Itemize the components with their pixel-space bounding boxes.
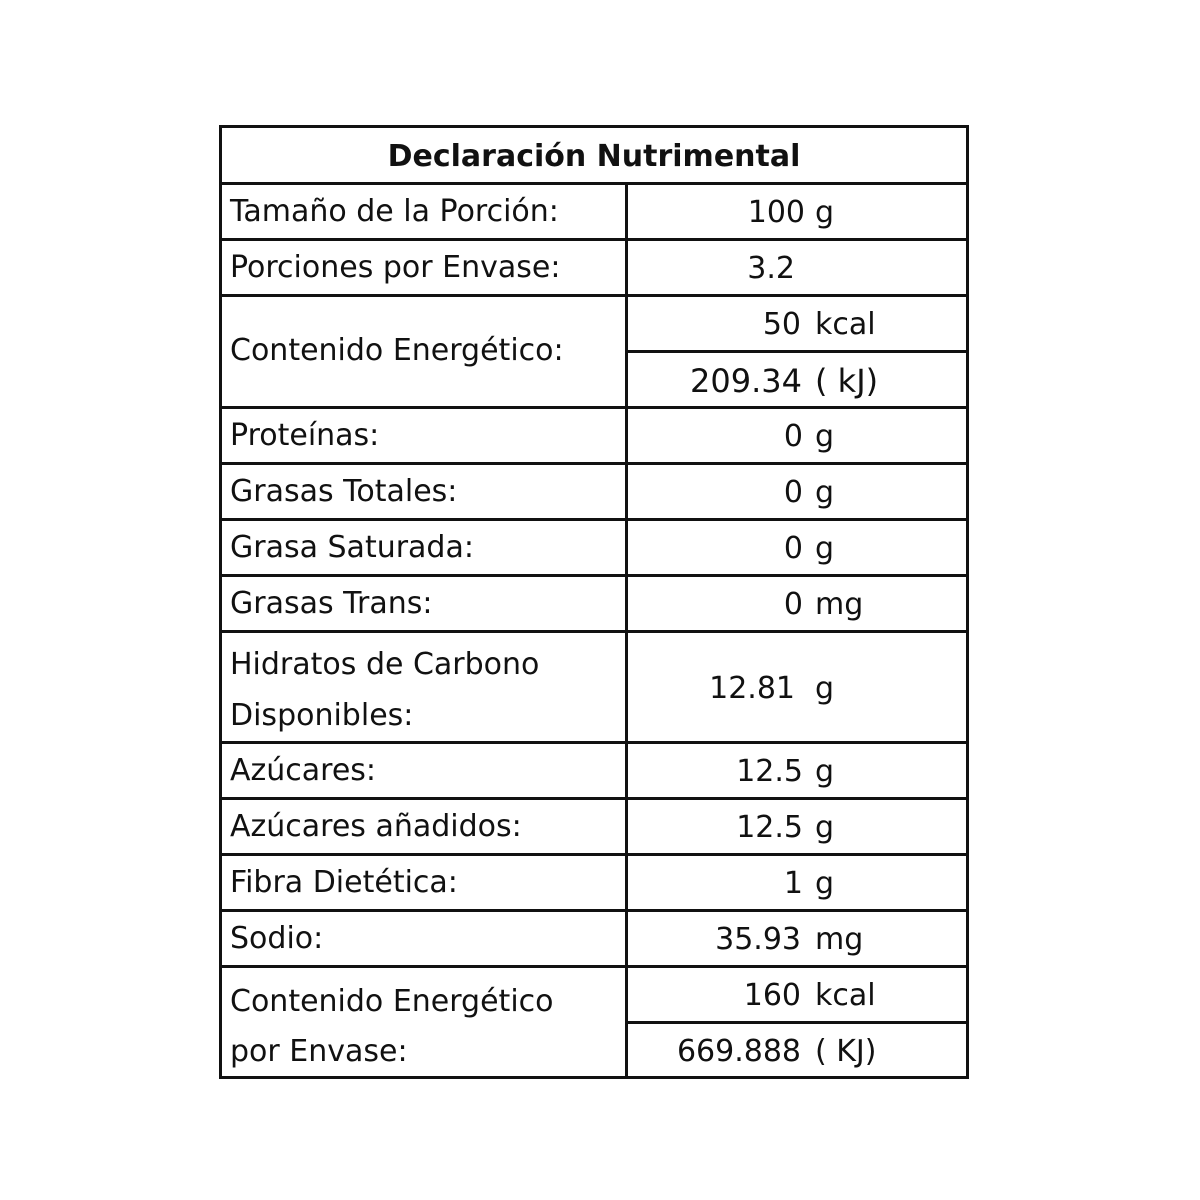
value-unit: g [815, 866, 835, 901]
divider [222, 797, 966, 800]
row-label-grasa-saturada: Grasa Saturada: [230, 530, 474, 565]
value-number: 209.34 [690, 362, 802, 400]
row-label-proteinas: Proteínas: [230, 418, 380, 453]
value-number: 0 [783, 419, 803, 454]
value-number: 160 [743, 978, 801, 1013]
value-unit: g [815, 419, 835, 454]
value-number: 0 [783, 475, 803, 510]
row-label-grasas-trans: Grasas Trans: [230, 586, 433, 621]
value-number: 0 [783, 531, 803, 566]
row-label-hidratos-line2: Disponibles: [230, 698, 414, 733]
row-label-hidratos-line1: Hidratos de Carbono [230, 647, 540, 682]
value-unit: kcal [815, 978, 876, 1013]
table-title: Declaración Nutrimental [387, 138, 801, 174]
value-number: 12.5 [736, 754, 803, 789]
value-unit: g [815, 475, 835, 510]
divider [222, 238, 966, 241]
row-label-fibra: Fibra Dietética: [230, 865, 458, 900]
value-number: 0 [783, 587, 803, 622]
value-unit: ( kJ) [815, 362, 879, 400]
value-unit: g [815, 195, 835, 230]
divider [222, 462, 966, 465]
row-label-contenido-energetico: Contenido Energético: [230, 333, 564, 368]
divider [222, 741, 966, 744]
row-label-sodio: Sodio: [230, 921, 324, 956]
value-unit: g [815, 810, 835, 845]
divider [222, 853, 966, 856]
row-label-azucares-anadidos: Azúcares añadidos: [230, 809, 522, 844]
row-label-grasas-totales: Grasas Totales: [230, 474, 458, 509]
value-number: 35.93 [715, 922, 801, 957]
row-label-tamano-porcion: Tamaño de la Porción: [230, 194, 559, 229]
value-unit: mg [815, 587, 864, 622]
nutrition-table [219, 125, 969, 1079]
value-number: 3.2 [747, 251, 795, 286]
value-unit: g [815, 754, 835, 789]
value-unit: mg [815, 922, 864, 957]
value-unit: kcal [815, 307, 876, 342]
row-label-azucares: Azúcares: [230, 753, 377, 788]
value-number: 12.5 [736, 810, 803, 845]
value-number: 50 [762, 307, 801, 342]
value-number: 12.81 [709, 671, 795, 706]
value-number: 669.888 [676, 1034, 801, 1069]
row-label-energetico-envase-line1: Contenido Energético [230, 984, 554, 1019]
value-unit: ( KJ) [815, 1034, 877, 1069]
row-label-energetico-envase-line2: por Envase: [230, 1034, 408, 1069]
value-unit: g [815, 671, 835, 706]
divider [222, 518, 966, 521]
value-number: 100 [747, 195, 805, 230]
divider [222, 182, 966, 185]
value-number: 1 [783, 866, 803, 901]
value-unit: g [815, 531, 835, 566]
row-label-porciones: Porciones por Envase: [230, 250, 561, 285]
